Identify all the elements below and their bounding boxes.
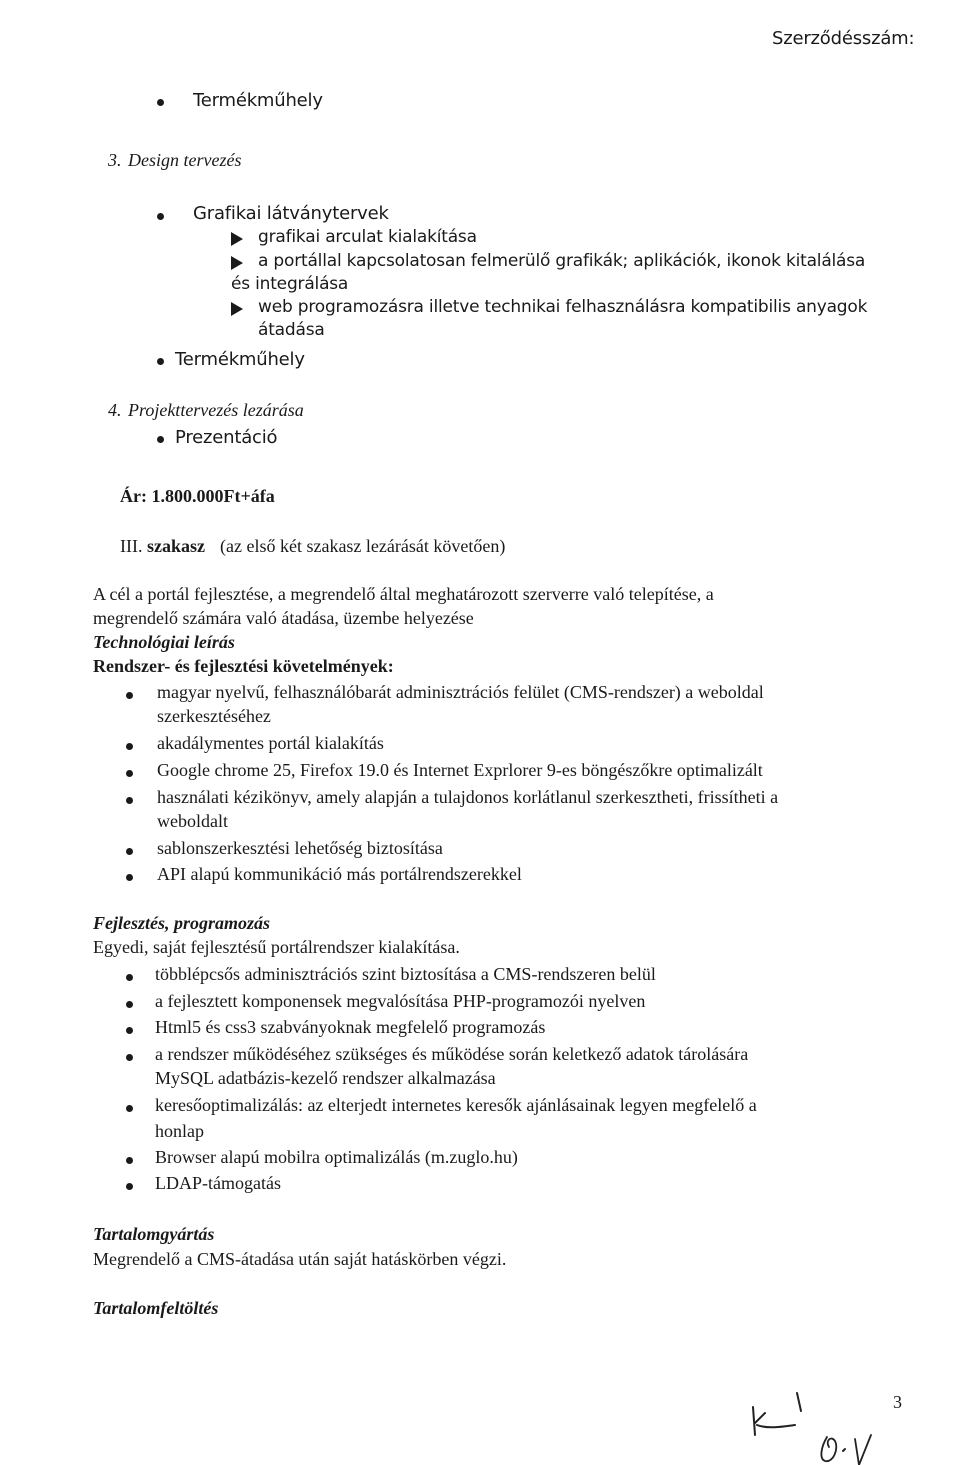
content-text: Megrendelő a CMS-átadása után saját hatáskörben végzi. <box>93 1249 507 1269</box>
bullet-dot <box>157 99 164 106</box>
arrow-bullet-icon <box>231 232 243 246</box>
dev-item-7: LDAP-támogatás <box>155 1173 281 1193</box>
bullet-dot <box>126 1027 133 1034</box>
section-3-bullet-2: Termékműhely <box>175 349 305 370</box>
dev-item-5: keresőoptimalizálás: az elterjedt internetes keresők ajánlásainak legyen megfelelő a <box>155 1095 757 1115</box>
bullet-dot <box>126 874 133 881</box>
section-3-number: 3. <box>108 150 122 170</box>
section-3-title: Design tervezés <box>128 150 242 170</box>
arrow-item-2-cont: és integrálása <box>231 274 349 294</box>
dev-item-4: a rendszer működéséhez szükséges és működése során keletkező adatok tárolására <box>155 1044 749 1064</box>
dev-item-4-cont: MySQL adatbázis-kezelő rendszer alkalmazása <box>155 1068 496 1088</box>
top-bullet-text: Termékműhely <box>193 90 323 111</box>
dev-intro: Egyedi, saját fejlesztésű portálrendszer kialakítása. <box>93 937 460 957</box>
tech-title: Technológiai leírás <box>93 632 235 652</box>
page-number: 3 <box>893 1392 902 1412</box>
arrow-item-1: grafikai arculat kialakítása <box>258 227 477 247</box>
bullet-dot <box>126 1054 133 1061</box>
handwritten-initials <box>745 1385 885 1465</box>
bullet-dot <box>126 1183 133 1190</box>
stage-description: (az első két szakasz lezárását követően) <box>220 536 506 556</box>
req-item-3: Google chrome 25, Firefox 19.0 és Internet Exprlorer 9-es böngészőkre optimalizált <box>157 760 763 780</box>
bullet-dot <box>157 358 164 365</box>
arrow-item-2: a portállal kapcsolatosan felmerülő grafikák; aplikációk, ikonok kitalálása <box>258 251 866 271</box>
section-4-number: 4. <box>108 400 122 420</box>
bullet-dot <box>157 436 164 443</box>
bullet-dot <box>157 213 164 220</box>
arrow-bullet-icon <box>231 256 243 270</box>
arrow-item-3: web programozásra illetve technikai felhasználásra kompatibilis anyagok <box>258 297 868 317</box>
dev-item-1: többlépcsős adminisztrációs szint biztosítása a CMS-rendszeren belül <box>155 964 656 984</box>
bullet-dot <box>126 974 133 981</box>
arrow-bullet-icon <box>231 302 243 316</box>
stage-head: szakasz <box>147 536 205 556</box>
bullet-dot <box>126 1157 133 1164</box>
req-item-5: sablonszerkesztési lehetőség biztosítása <box>157 838 443 858</box>
contract-number-label: Szerződésszám: <box>772 28 915 49</box>
bullet-dot <box>126 770 133 777</box>
dev-item-5-cont: honlap <box>155 1121 204 1141</box>
arrow-item-3-cont: átadása <box>258 320 325 340</box>
goal-line-2: megrendelő számára való átadása, üzembe helyezése <box>93 608 474 628</box>
price: Ár: 1.800.000Ft+áfa <box>120 486 275 506</box>
req-item-6: API alapú kommunikáció más portálrendszerekkel <box>157 864 522 884</box>
dev-item-3: Html5 és css3 szabványoknak megfelelő programozás <box>155 1017 546 1037</box>
goal-line-1: A cél a portál fejlesztése, a megrendelő által meghatározott szerverre való telepítése, a <box>93 584 714 604</box>
req-item-1-cont: szerkesztéséhez <box>157 706 271 726</box>
requirements-title: Rendszer- és fejlesztési követelmények: <box>93 656 394 676</box>
section-4-title: Projekttervezés lezárása <box>128 400 304 420</box>
content-title: Tartalomgyártás <box>93 1224 215 1244</box>
section-4-bullet: Prezentáció <box>175 427 278 448</box>
req-item-1: magyar nyelvű, felhasználóbarát adminisztrációs felület (CMS-rendszer) a weboldal <box>157 682 764 702</box>
bullet-dot <box>126 797 133 804</box>
bullet-dot <box>126 1001 133 1008</box>
req-item-4-cont: weboldalt <box>157 811 228 831</box>
stage-roman-numeral: III. <box>120 536 143 556</box>
bullet-dot <box>126 692 133 699</box>
req-item-4: használati kézikönyv, amely alapján a tulajdonos korlátlanul szerkesztheti, frissítheti a <box>157 787 779 807</box>
dev-title: Fejlesztés, programozás <box>93 913 271 933</box>
bullet-dot <box>126 848 133 855</box>
section-3-bullet-1: Grafikai látványtervek <box>193 203 389 224</box>
bullet-dot <box>126 1105 133 1112</box>
bullet-dot <box>126 743 133 750</box>
req-item-2: akadálymentes portál kialakítás <box>157 733 384 753</box>
upload-title: Tartalomfeltöltés <box>93 1298 219 1318</box>
dev-item-2: a fejlesztett komponensek megvalósítása PHP-programozói nyelven <box>155 991 646 1011</box>
dev-item-6: Browser alapú mobilra optimalizálás (m.zuglo.hu) <box>155 1147 518 1167</box>
